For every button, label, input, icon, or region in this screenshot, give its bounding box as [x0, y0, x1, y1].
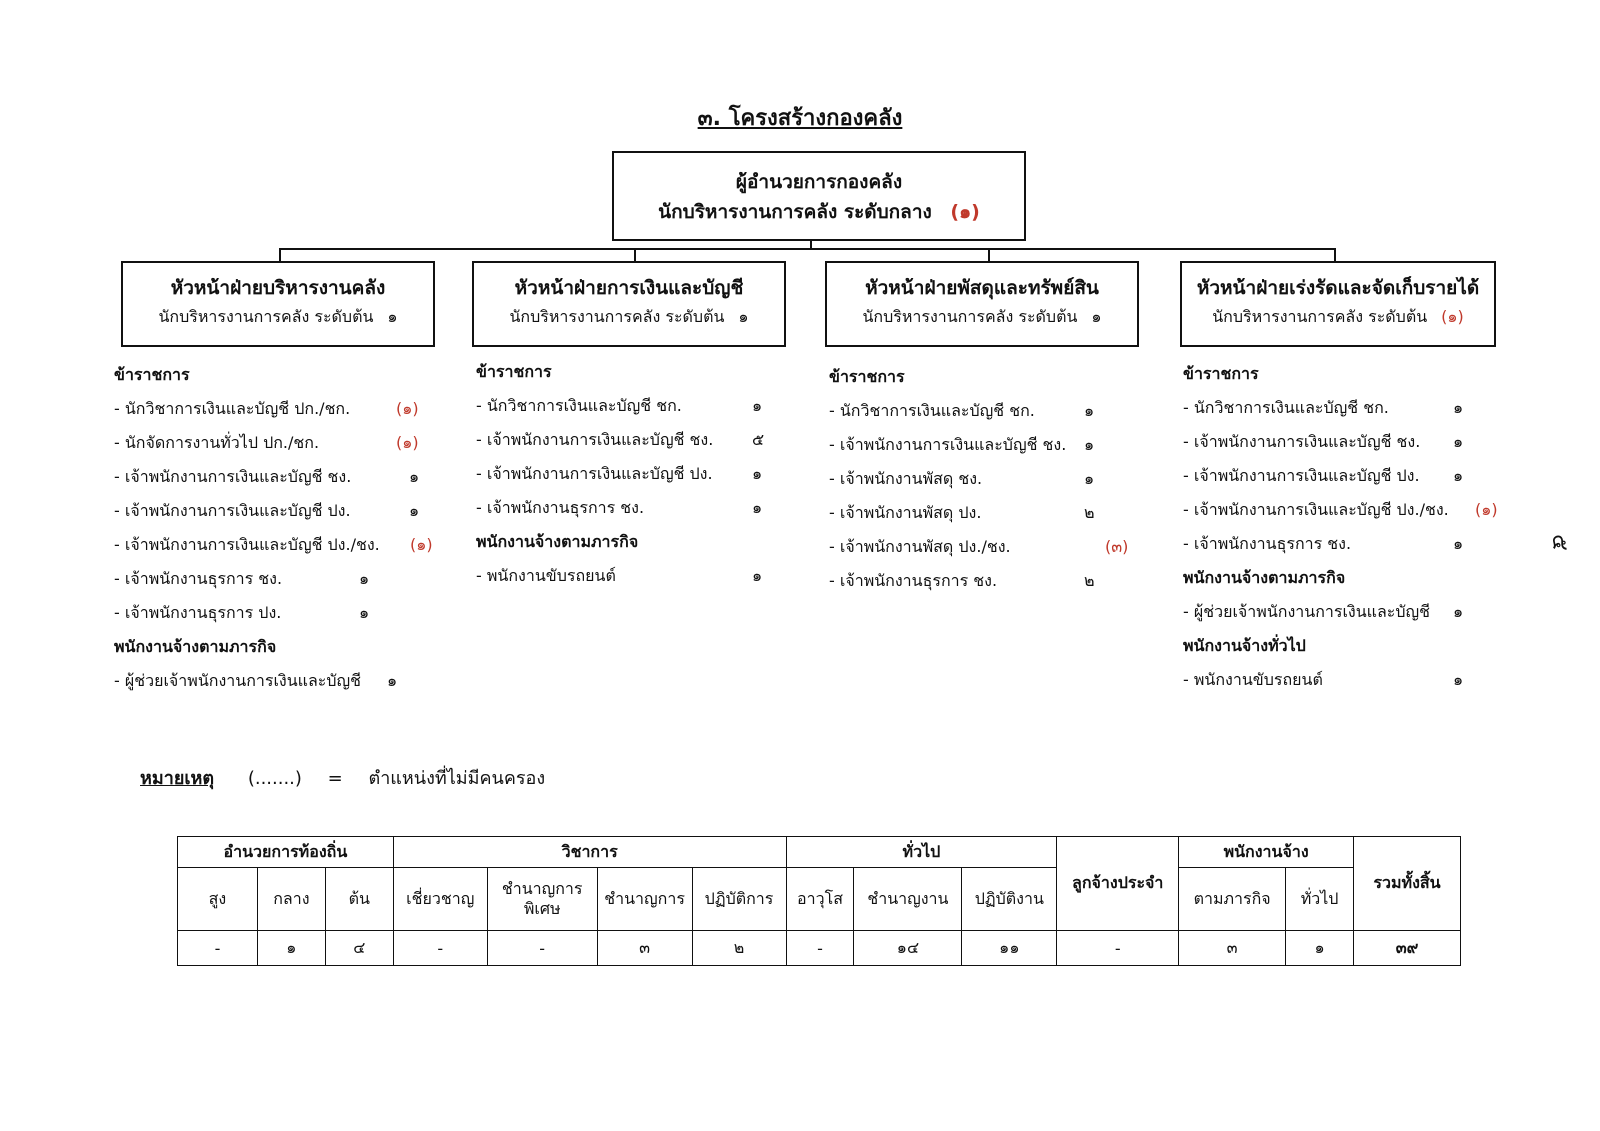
division-staff-list-4: [1183, 357, 1513, 697]
division-position-line: [123, 303, 433, 331]
division-count: ๑: [738, 307, 749, 326]
sub-header: เชี่ยวชาญ: [393, 868, 487, 931]
item-count: ๑: [359, 603, 370, 622]
item-count: ๕: [752, 430, 765, 449]
item-name: - เจ้าพนักงานธุรการ ปง.: [114, 603, 282, 622]
section-label: พนักงานจ้างตามภารกิจ: [1183, 568, 1346, 587]
item-name: - เจ้าพนักงานการเงินและบัญชี ปง./ชง.: [1183, 500, 1449, 519]
group-header: พนักงานจ้าง: [1179, 837, 1354, 868]
section-label: ข้าราชการ: [476, 362, 552, 381]
division-box-3: [825, 261, 1139, 347]
section-label: ข้าราชการ: [114, 365, 190, 384]
list-item: [114, 596, 454, 630]
list-item: [829, 428, 1149, 462]
director-count: (๑): [950, 201, 980, 223]
item-name: - นักวิชาการเงินและบัญชี ชก.: [476, 396, 682, 415]
division-head: หัวหน้าฝ่ายพัสดุและทรัพย์สิน: [865, 277, 1099, 299]
connector-drop-3: [988, 248, 990, 261]
list-item: [476, 457, 796, 491]
table-cell: -: [178, 931, 258, 966]
item-name: - เจ้าพนักงานการเงินและบัญชี ชง.: [829, 435, 1067, 454]
table-cell: -: [1057, 931, 1179, 966]
list-item: [1183, 527, 1513, 561]
item-name: - นักวิชาการเงินและบัญชี ปก./ชก.: [114, 399, 351, 418]
item-name: - นักจัดการงานทั่วไป ปก./ชก.: [114, 433, 320, 452]
item-name: - เจ้าพนักงานการเงินและบัญชี ชง.: [114, 467, 352, 486]
item-count: ๑: [752, 464, 763, 483]
item-count: ๑: [409, 467, 420, 486]
page-number: ๕: [1546, 534, 1572, 551]
list-item: [1183, 493, 1513, 527]
item-count: ๒: [1084, 503, 1095, 522]
list-item: [114, 664, 454, 698]
item-name: - ผู้ช่วยเจ้าพนักงานการเงินและบัญชี: [1183, 602, 1431, 621]
item-name: - เจ้าพนักงานการเงินและบัญชี ปง.: [476, 464, 713, 483]
division-position-line: [827, 303, 1137, 331]
division-count: (๑): [1441, 307, 1464, 326]
item-count: ๑: [752, 498, 763, 517]
division-position: นักบริหารงานการคลัง ระดับต้น: [1212, 307, 1428, 326]
note-label: หมายเหตุ: [140, 768, 215, 789]
table-sub-header-row: [178, 868, 1461, 931]
table-cell: ๑: [1286, 931, 1354, 966]
item-name: - เจ้าพนักงานพัสดุ ปง.: [829, 503, 982, 522]
table-cell: ๑: [257, 931, 325, 966]
sub-header: กลาง: [257, 868, 325, 931]
item-count: (๑): [410, 535, 433, 554]
sub-header: ชำนาญงาน: [854, 868, 962, 931]
division-position: นักบริหารงานการคลัง ระดับต้น: [158, 307, 374, 326]
list-item: [114, 562, 454, 596]
item-name: - เจ้าพนักงานการเงินและบัญชี ชง.: [1183, 432, 1421, 451]
list-item: [476, 491, 796, 525]
item-name: - เจ้าพนักงานพัสดุ ชง.: [829, 469, 983, 488]
item-name: - เจ้าพนักงานธุรการ ชง.: [1183, 534, 1352, 553]
item-name: - เจ้าพนักงานการเงินและบัญชี ชง.: [476, 430, 714, 449]
director-title: ผู้อำนวยการกองคลัง: [735, 171, 903, 193]
list-item: [829, 530, 1149, 564]
note-symbol: (.......): [247, 768, 302, 789]
list-item: [829, 394, 1149, 428]
table-cell: -: [786, 931, 854, 966]
list-item: [476, 389, 796, 423]
group-header: วิชาการ: [393, 837, 786, 868]
item-count: ๑: [1453, 466, 1464, 485]
division-staff-list-2: [476, 355, 796, 593]
section-label: ข้าราชการ: [1183, 364, 1259, 383]
item-name: - เจ้าพนักงานการเงินและบัญชี ปง./ชง.: [114, 535, 380, 554]
item-count: ๑: [1453, 398, 1464, 417]
division-staff-list-3: [829, 360, 1149, 598]
item-name: - เจ้าพนักงานธุรการ ชง.: [829, 571, 998, 590]
item-count: ๑: [1453, 534, 1464, 553]
item-count: ๑: [359, 569, 370, 588]
list-item: [1183, 459, 1513, 493]
sub-header: ทั่วไป: [1286, 868, 1354, 931]
division-head: หัวหน้าฝ่ายเร่งรัดและจัดเก็บรายได้: [1196, 277, 1480, 299]
list-item: [1183, 391, 1513, 425]
table-group-header-row: [178, 837, 1461, 868]
item-count: (๑): [396, 433, 419, 452]
item-count: ๑: [752, 396, 763, 415]
table-cell: ๒: [692, 931, 786, 966]
director-position-line: [614, 197, 1024, 227]
item-name: - เจ้าพนักงานการเงินและบัญชี ปง.: [1183, 466, 1420, 485]
legend-note: [140, 763, 545, 792]
connector-drop-2: [634, 248, 636, 261]
group-header: รวมทั้งสิ้น: [1354, 837, 1461, 931]
item-count: ๑: [1453, 432, 1464, 451]
item-name: - พนักงานขับรถยนต์: [1183, 670, 1323, 689]
division-box-2: [472, 261, 786, 347]
division-staff-list-1: [114, 358, 454, 698]
item-count: ๑: [409, 501, 420, 520]
item-name: - เจ้าพนักงานธุรการ ชง.: [476, 498, 645, 517]
item-count: (๑): [396, 399, 419, 418]
table-cell: ๔: [325, 931, 393, 966]
item-name: - พนักงานขับรถยนต์: [476, 566, 616, 585]
item-name: - นักวิชาการเงินและบัญชี ชก.: [1183, 398, 1389, 417]
note-equals: =: [327, 768, 343, 789]
division-head: หัวหน้าฝ่ายการเงินและบัญชี: [514, 277, 744, 299]
division-count: ๑: [387, 307, 398, 326]
list-item: [1183, 595, 1513, 629]
list-item: [114, 460, 454, 494]
table-cell: ๑๑: [962, 931, 1057, 966]
connector-drop-4: [1334, 248, 1336, 261]
connector-drop-1: [279, 248, 281, 261]
page-title: ๓. โครงสร้างกองคลัง: [697, 106, 903, 131]
section-label: พนักงานจ้างตามภารกิจ: [476, 532, 639, 551]
sub-header: ต้น: [325, 868, 393, 931]
division-position: นักบริหารงานการคลัง ระดับต้น: [862, 307, 1078, 326]
item-count: ๑: [752, 566, 763, 585]
list-item: [829, 496, 1149, 530]
table-row: [178, 931, 1461, 966]
division-position: นักบริหารงานการคลัง ระดับต้น: [509, 307, 725, 326]
list-item: [114, 426, 454, 460]
director-box: [612, 151, 1026, 241]
table-cell: ๓: [1179, 931, 1286, 966]
division-box-4: [1180, 261, 1496, 347]
item-count: ๑: [1084, 435, 1095, 454]
division-head: หัวหน้าฝ่ายบริหารงานคลัง: [170, 277, 386, 299]
table-cell: ๑๔: [854, 931, 962, 966]
sub-header: ปฏิบัติงาน: [962, 868, 1057, 931]
summary-table: [177, 836, 1461, 966]
sub-header: สูง: [178, 868, 258, 931]
connector-horizontal: [279, 248, 1336, 250]
sub-header: อาวุโส: [786, 868, 854, 931]
list-item: [829, 462, 1149, 496]
list-item: [476, 423, 796, 457]
group-header: ลูกจ้างประจำ: [1057, 837, 1179, 931]
sub-header: ชำนาญการพิเศษ: [487, 868, 597, 931]
item-name: - นักวิชาการเงินและบัญชี ชก.: [829, 401, 1035, 420]
list-item: [829, 564, 1149, 598]
item-count: ๒: [1084, 571, 1095, 590]
sub-header: ปฏิบัติการ: [692, 868, 786, 931]
item-count: ๑: [387, 671, 398, 690]
division-position-line: [1182, 303, 1494, 331]
item-count: ๑: [1084, 401, 1095, 420]
list-item: [114, 392, 454, 426]
group-header: อำนวยการท้องถิ่น: [178, 837, 394, 868]
item-count: ๑: [1453, 602, 1464, 621]
division-position-line: [474, 303, 784, 331]
item-name: - เจ้าพนักงานการเงินและบัญชี ปง.: [114, 501, 351, 520]
list-item: [1183, 663, 1513, 697]
division-box-1: [121, 261, 435, 347]
sub-header: ชำนาญการ: [597, 868, 692, 931]
division-count: ๑: [1091, 307, 1102, 326]
table-cell: -: [487, 931, 597, 966]
table-cell-total: ๓๙: [1354, 931, 1461, 966]
sub-header: ตามภารกิจ: [1179, 868, 1286, 931]
item-count: (๓): [1105, 537, 1129, 556]
list-item: [114, 494, 454, 528]
note-text: ตำแหน่งที่ไม่มีคนครอง: [368, 768, 546, 789]
section-label: พนักงานจ้างตามภารกิจ: [114, 637, 277, 656]
table-cell: ๓: [597, 931, 692, 966]
section-label: ข้าราชการ: [829, 367, 905, 386]
list-item: [1183, 425, 1513, 459]
list-item: [114, 528, 454, 562]
item-count: ๑: [1084, 469, 1095, 488]
item-name: - เจ้าพนักงานพัสดุ ปง./ชง.: [829, 537, 1011, 556]
item-count: ๑: [1453, 670, 1464, 689]
item-name: - เจ้าพนักงานธุรการ ชง.: [114, 569, 283, 588]
group-header: ทั่วไป: [786, 837, 1057, 868]
section-label: พนักงานจ้างทั่วไป: [1183, 636, 1306, 655]
item-count: (๑): [1475, 500, 1498, 519]
table-cell: -: [393, 931, 487, 966]
director-position: นักบริหารงานการคลัง ระดับกลาง: [658, 201, 932, 223]
list-item: [476, 559, 796, 593]
item-name: - ผู้ช่วยเจ้าพนักงานการเงินและบัญชี: [114, 671, 362, 690]
